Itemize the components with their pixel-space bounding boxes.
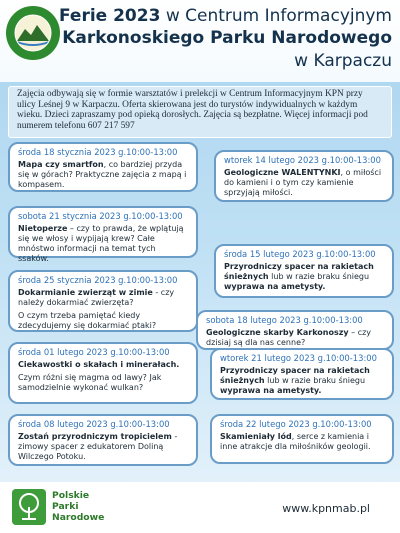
event-desc: Mapa czy smartfon, co bardziej przyda się w górach? Praktyczne zajęcia z mapą i kompasem. xyxy=(18,160,187,189)
event-date: środa 08 lutego 2023 g.10:00-13:00 xyxy=(18,419,170,429)
event-card-right-1 xyxy=(214,150,394,202)
tree-icon xyxy=(12,489,46,525)
event-desc: Przyrodniczy spacer na rakietach śnieżnych lub w razie braku śniegu wyprawa na ametysty. xyxy=(224,262,374,291)
event-date: sobota 18 lutego 2023 g.10:00-13:00 xyxy=(206,315,363,325)
event-desc: Geologiczne WALENTYNKI, o miłości do kamieni i o tym czy kamienie sprzyjają miłości. xyxy=(224,168,382,197)
event-date: wtorek 14 lutego 2023 g.10:00-13:00 xyxy=(224,155,381,165)
event-date: środa 15 lutego 2023 g.10:00-13:00 xyxy=(224,249,376,259)
event-date: środa 18 stycznia 2023 g.10:00-13:00 xyxy=(18,147,178,157)
event-card-left-1 xyxy=(8,142,198,192)
event-card-left-2 xyxy=(8,206,198,263)
header xyxy=(0,0,400,82)
event-card-left-3 xyxy=(8,270,198,332)
event-desc: Ciekawostki o skałach i minerałach. Czym różni się magma od lawy? Jak samodzielnie wykonać wulkan? xyxy=(18,360,180,392)
event-desc: Skamieniały lód, serce z kamienia i inne atrakcje dla miłośników geologii. xyxy=(220,432,371,451)
event-card-left-5 xyxy=(8,414,198,466)
event-card-right-5 xyxy=(210,414,394,464)
event-desc: Przyrodniczy spacer na rakietach śnieżnych lub w razie braku śniegu wyprawa na ametysty. xyxy=(220,366,370,395)
website-link[interactable]: www.kpnmab.pl xyxy=(282,502,370,515)
intro-box xyxy=(8,86,392,138)
event-date: sobota 21 stycznia 2023 g.10:00-13:00 xyxy=(18,211,183,221)
event-date: środa 22 lutego 2023 g.10:00-13:00 xyxy=(220,419,372,429)
event-date: środa 25 stycznia 2023 g.10:00-13:00 xyxy=(18,275,178,285)
ppn-logo-text: Polskie Parki Narodowe xyxy=(52,490,105,523)
event-card-right-3 xyxy=(196,310,394,350)
event-card-right-4 xyxy=(210,348,394,400)
kpn-logo-icon xyxy=(5,5,61,61)
event-card-left-4 xyxy=(8,342,198,404)
intro-text: Zajęcia odbywają się w formie warsztatów i prelekcji w Centrum Informacyjnym KPN przy ulicy Leśnej 9 w Karpaczu. Oferta skierowana jest do turystów indywidualnych w każdym wieku. Dzieci zapraszamy pod opieką dorosłych. Zajęcia są bezpłatne. Więcej informacji pod numerem telefonu 607 217 597 xyxy=(17,89,368,131)
event-card-right-2 xyxy=(214,244,394,298)
event-desc: Geologiczne skarby Karkonoszy – czy dzisiaj są dla nas cenne? xyxy=(206,328,372,347)
title-line-2: Karkonoskiego Parku Narodowego xyxy=(62,28,392,48)
event-desc: Dokarmianie zwierząt w zimie - czy należy dokarmiać zwierzęta? O czym trzeba pamiętać kiedy zdecydujemy się dokarmiać ptaki? xyxy=(18,288,175,330)
event-desc: Zostań przyrodniczym tropicielem - zimowy spacer z edukatorem Doliną Wilczego Potoku. xyxy=(18,432,178,461)
title-line-3: w Karpaczu xyxy=(294,51,392,71)
event-date: środa 01 lutego 2023 g.10:00-13:00 xyxy=(18,347,170,357)
title-line-1: Ferie 2023 w Centrum Informacyjnym xyxy=(58,6,392,26)
event-desc: Nietoperze – czy to prawda, że wplątują się we włosy i wypijają krew? Całe mnóstwo informacji na temat tych ssaków. xyxy=(18,224,184,263)
event-date: wtorek 21 lutego 2023 g.10:00-13:00 xyxy=(220,353,377,363)
